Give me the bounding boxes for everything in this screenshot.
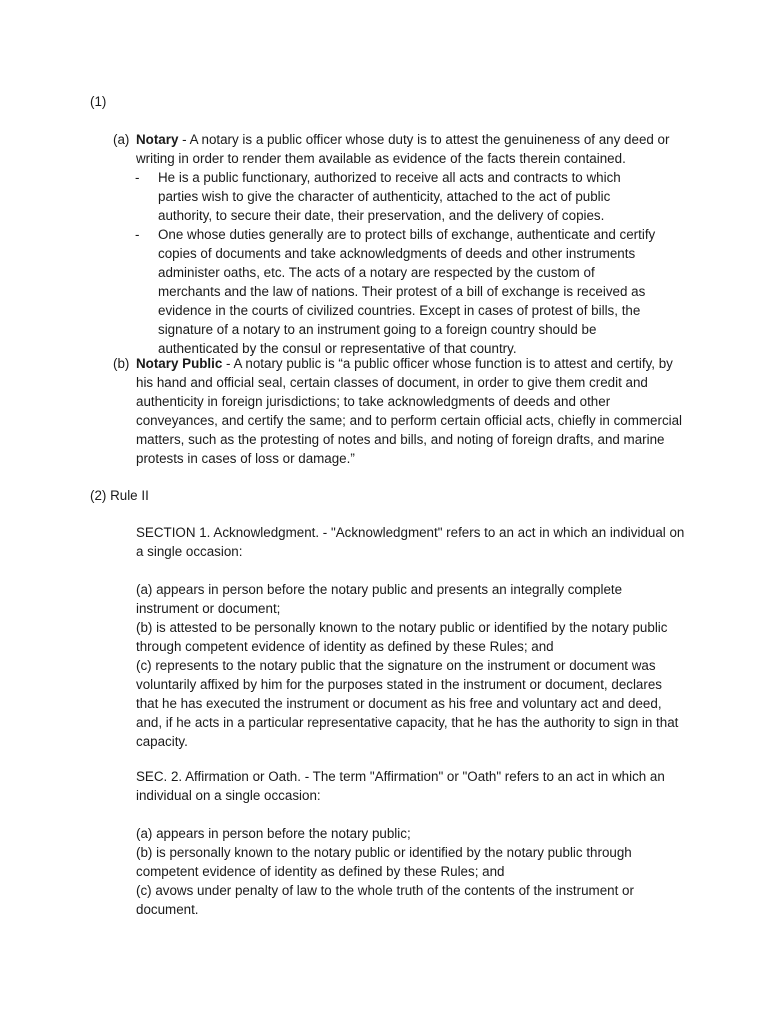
clause-c: (c) represents to the notary public that the signature on the instrument or document was voluntarily affixed by him for the purposes stated in the instrument or document, declares that he has executed the instrument or document as his free and voluntary act and deed, and, if he acts in a particular representative capacity, that he has the authority to sign in that capacity. xyxy=(136,658,679,749)
definition-text: - A notary public is “a public officer whose function is to attest and certify, by his hand and official seal, certain classes of document, in order to give them credit and authenticity in foreign jurisdictions; to take acknowledgments of deeds and other conveyances, and certify the same; and to perform certain official acts, chiefly in commercial matters, such as the protesting of notes and bills, and noting of foreign drafts, and marine protests in cases of loss or damage.” xyxy=(136,356,683,466)
clause-b: (b) is attested to be personally known to the notary public or identified by the notary public through competent evidence of identity as defined by these Rules; and xyxy=(136,620,668,654)
section-heading-rule-2: (2) Rule II xyxy=(90,488,149,503)
section-2-intro: SEC. 2. Affirmation or Oath. - The term "Affirmation" or "Oath" refers to an act in which an individual on a single occasion: xyxy=(136,769,665,803)
definition-term: Notary Public xyxy=(136,356,223,371)
bullet-text: He is a public functionary, authorized to receive all acts and contracts to which parties wish to give the character of authenticity, attached to the act of public authority, to secure their date, their preservation, and the delivery of copies. xyxy=(158,170,621,223)
bullet-text: One whose duties generally are to protect bills of exchange, authenticate and certify copies of documents and take acknowledgments of deeds and other instruments administer oaths, etc. The acts of a notary are respected by the custom of merchants and the law of nations. Their protest of a bill of exchange is received as evidence in the courts of civilized countries. Except in cases of protest of bills, the signature of a notary to an instrument going to a foreign country should be authenticated by the consul or representative of that country. xyxy=(158,227,656,356)
definition-body xyxy=(136,354,683,468)
definition-item-notary xyxy=(113,130,683,358)
section-1-clauses xyxy=(136,580,686,751)
item-marker: (b) xyxy=(113,356,130,371)
definition-body xyxy=(136,130,683,168)
bullet-item xyxy=(135,168,660,225)
clause-a: (a) appears in person before the notary public; xyxy=(136,826,411,841)
clause-b: (b) is personally known to the notary public or identified by the notary public through competent evidence of identity as defined by these Rules; and xyxy=(136,845,632,879)
dash-marker: - xyxy=(135,170,140,185)
section-2-clauses xyxy=(136,824,686,919)
definition-item-notary-public xyxy=(113,354,683,468)
section-number-1: (1) xyxy=(90,94,107,109)
dash-marker: - xyxy=(135,227,140,242)
section-1-intro: SECTION 1. Acknowledgment. - "Acknowledgment" refers to an act in which an individual on a single occasion: xyxy=(136,525,685,559)
definition-text: - A notary is a public officer whose duty is to attest the genuineness of any deed or writing in order to render them available as evidence of the facts therein contained. xyxy=(136,132,670,166)
definition-term: Notary xyxy=(136,132,179,147)
bullet-item xyxy=(135,225,660,358)
clause-c: (c) avows under penalty of law to the whole truth of the contents of the instrument or document. xyxy=(136,883,634,917)
item-marker: (a) xyxy=(113,132,130,147)
clause-a: (a) appears in person before the notary public and presents an integrally complete instrument or document; xyxy=(136,582,623,616)
